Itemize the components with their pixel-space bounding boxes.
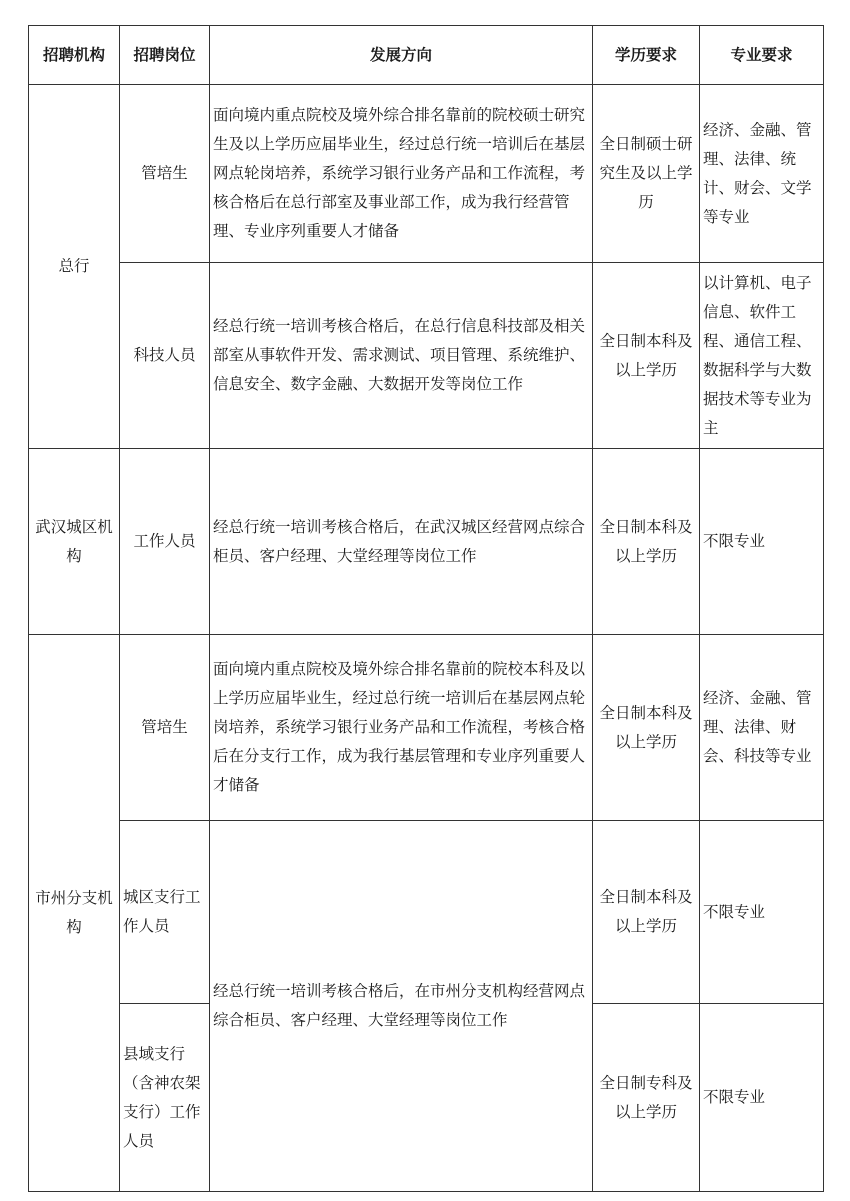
education-hq-trainee: 全日制硕士研究生及以上学历 [593, 85, 700, 263]
org-wuhan: 武汉城区机构 [29, 449, 120, 635]
direction-hq-trainee: 面向境内重点院校及境外综合排名靠前的院校硕士研究生及以上学历应届毕业生，经过总行统一培训后在基层网点轮岗培养，系统学习银行业务产品和工作流程，考核合格后在总行部室及事业部工作，成为我行经营管理、专业序列重要人才储备 [210, 85, 593, 263]
major-city-trainee: 经济、金融、管理、法律、财会、科技等专业 [700, 635, 824, 821]
header-education: 学历要求 [593, 26, 700, 85]
org-hq: 总行 [29, 85, 120, 449]
direction-hq-tech: 经总行统一培训考核合格后，在总行信息科技部及相关部室从事软件开发、需求测试、项目管理、系统维护、信息安全、数字金融、大数据开发等岗位工作 [210, 263, 593, 449]
education-city-trainee: 全日制本科及以上学历 [593, 635, 700, 821]
recruitment-table [28, 25, 824, 1192]
table-row [29, 85, 824, 263]
post-city-county: 县域支行（含神农架支行）工作人员 [120, 1004, 210, 1192]
post-city-trainee: 管培生 [120, 635, 210, 821]
education-wuhan-staff: 全日制本科及以上学历 [593, 449, 700, 635]
direction-city-trainee: 面向境内重点院校及境外综合排名靠前的院校本科及以上学历应届毕业生，经过总行统一培训后在基层网点轮岗培养，系统学习银行业务产品和工作流程，考核合格后在分支行工作，成为我行基层管理和专业序列重要人才储备 [210, 635, 593, 821]
table-row [29, 449, 824, 635]
header-major: 专业要求 [700, 26, 824, 85]
major-city-county: 不限专业 [700, 1004, 824, 1192]
post-wuhan-staff: 工作人员 [120, 449, 210, 635]
header-direction: 发展方向 [210, 26, 593, 85]
education-city-urban: 全日制本科及以上学历 [593, 821, 700, 1004]
post-hq-trainee: 管培生 [120, 85, 210, 263]
major-wuhan-staff: 不限专业 [700, 449, 824, 635]
major-hq-tech: 以计算机、电子信息、软件工程、通信工程、数据科学与大数据技术等专业为主 [700, 263, 824, 449]
header-org: 招聘机构 [29, 26, 120, 85]
header-post: 招聘岗位 [120, 26, 210, 85]
table-row [29, 635, 824, 821]
org-city: 市州分支机构 [29, 635, 120, 1192]
header-row [29, 26, 824, 85]
education-hq-tech: 全日制本科及以上学历 [593, 263, 700, 449]
post-hq-tech: 科技人员 [120, 263, 210, 449]
direction-wuhan-staff: 经总行统一培训考核合格后，在武汉城区经营网点综合柜员、客户经理、大堂经理等岗位工作 [210, 449, 593, 635]
direction-city-shared: 经总行统一培训考核合格后，在市州分支机构经营网点综合柜员、客户经理、大堂经理等岗位工作 [210, 821, 593, 1192]
major-hq-trainee: 经济、金融、管理、法律、统计、财会、文学等专业 [700, 85, 824, 263]
table-row [29, 821, 824, 1004]
education-city-county: 全日制专科及以上学历 [593, 1004, 700, 1192]
major-city-urban: 不限专业 [700, 821, 824, 1004]
table-row [29, 263, 824, 449]
post-city-urban: 城区支行工作人员 [120, 821, 210, 1004]
